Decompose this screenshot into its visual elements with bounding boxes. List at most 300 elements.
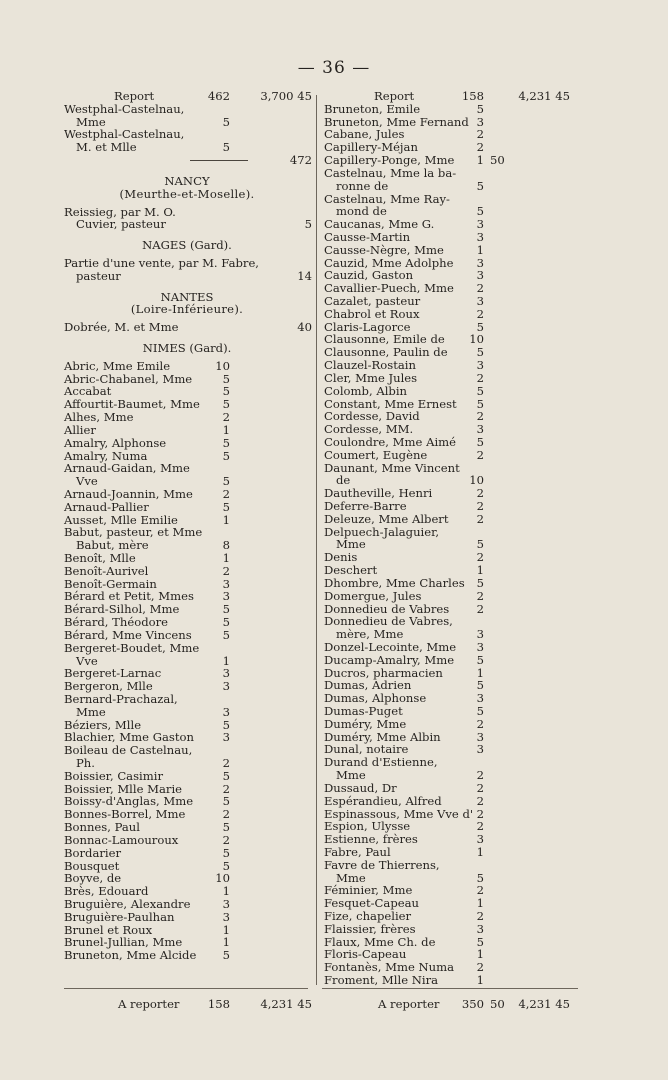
amount: 5 (476, 704, 484, 718)
amount: 3 (476, 729, 484, 744)
amount: 5 (222, 448, 230, 463)
donor-name: Bérard, Mme Vincens (64, 627, 192, 642)
right-column (320, 90, 582, 987)
subtotal-rule (190, 160, 248, 161)
donor-name: Vve (76, 653, 98, 668)
donor-row (320, 538, 582, 551)
donor-row (320, 180, 582, 193)
amount: 3 (476, 217, 484, 232)
donor-name: Westphal-Castelnau, (64, 101, 185, 116)
donor-name: Bordarier (64, 845, 122, 860)
donor-name: Cabane, Jules (324, 127, 405, 142)
donor-name: Brunel et Roux (64, 922, 153, 937)
donor-row (60, 821, 314, 834)
donor-name: Capillery-Méjan (324, 140, 418, 155)
amount: 5 (222, 140, 230, 155)
donor-row (320, 974, 582, 987)
donor-row (60, 321, 314, 334)
amount: 3 (222, 896, 230, 911)
donor-row (60, 898, 314, 911)
amount: 3 (222, 679, 230, 694)
donor-row (320, 103, 582, 116)
amount: 2 (476, 601, 484, 616)
amount: 1 (476, 973, 484, 988)
donor-name: Coumert, Eugène (324, 447, 428, 462)
donor-name: Arnaud-Gaidan, Mme (64, 461, 190, 476)
amount: 1 (222, 422, 230, 437)
donor-row (320, 782, 582, 795)
donor-name: Estienne, frères (324, 832, 418, 847)
amount: 1 (222, 922, 230, 937)
amount: 3 (476, 422, 484, 437)
donor-row (60, 103, 314, 116)
donor-name: Dumas-Puget (324, 704, 403, 718)
donor-name: Abric-Chabanel, Mme (64, 371, 193, 386)
amount: 3 (222, 909, 230, 924)
amount: 5 (222, 845, 230, 860)
donor-name: Fontanès, Mme Numa (324, 960, 455, 975)
carry-total: 4,231 45 (518, 997, 570, 1011)
donor-name: pasteur (76, 268, 121, 283)
amount: 5 (222, 717, 230, 732)
donor-name: Flaissier, frères (324, 921, 416, 936)
amount: 5 (222, 602, 230, 617)
donor-name: Bergeret-Larnac (64, 666, 162, 681)
amount: 5 (476, 575, 484, 590)
amount: 1 (222, 884, 230, 899)
donor-name: Boileau de Castelnau, (64, 743, 193, 758)
donor-name: Report (374, 89, 415, 103)
donor-name: Cauzid, Mme Adolphe (324, 255, 454, 270)
donor-row (320, 577, 582, 590)
amount: 3 (222, 704, 230, 719)
running-total: 5 (304, 217, 312, 232)
donor-name: Babut, mère (76, 538, 149, 553)
amount: 5 (476, 934, 484, 949)
amount: 3 (476, 358, 484, 373)
donor-name: Clausonne, Paulin de (324, 345, 448, 360)
section-title: (Loire-Inférieure). (130, 302, 244, 317)
donor-name: Blachier, Mme Gaston (64, 730, 194, 745)
donor-name: Bruguière-Paulhan (64, 909, 175, 924)
amount: 1 (476, 153, 484, 168)
amount: 1 (222, 551, 230, 565)
amount: 3 (476, 691, 484, 706)
section-title: NANTES (160, 289, 214, 304)
donor-row (60, 552, 314, 565)
donor-name: Bruneton, Mme Fernand (324, 114, 469, 129)
donor-name: Cavallier-Puech, Mme (324, 281, 454, 296)
amount: 2 (476, 281, 484, 296)
donor-name: Bousquet (64, 858, 120, 873)
carry-cents: 50 (490, 997, 505, 1011)
donor-row (320, 231, 582, 244)
donor-row (320, 590, 582, 603)
amount: 5 (476, 537, 484, 552)
donor-name: Donnedieu de Vabres (324, 601, 450, 616)
donor-name: Dhombre, Mme Charles (324, 575, 465, 590)
donor-row (60, 834, 314, 847)
donor-name: Cler, Mme Jules (324, 370, 418, 385)
donor-name: Boyve, de (64, 871, 122, 886)
section-heading (60, 188, 314, 201)
section-title: NAGES (Gard). (142, 238, 232, 253)
donor-name: Fabre, Paul (324, 844, 391, 859)
amount: 2 (476, 960, 484, 975)
amount: 2 (476, 447, 484, 462)
amount: 2 (222, 486, 230, 501)
amount: 5 (222, 858, 230, 873)
donor-row (60, 360, 314, 373)
footer-carry-forward-left (60, 994, 314, 1014)
donor-row (60, 462, 314, 475)
donor-row (60, 949, 314, 962)
amount: 3 (476, 639, 484, 654)
donor-name: Coulondre, Mme Aimé (324, 434, 457, 449)
donor-row (320, 910, 582, 923)
footer-rule-left (64, 988, 308, 989)
donor-name: Mme (336, 537, 366, 552)
donor-name: Dumas, Alphonse (324, 691, 427, 706)
amount: 5 (222, 768, 230, 783)
donor-name: Delpuech-Jalaguier, (324, 524, 440, 539)
amount: 2 (476, 909, 484, 923)
donor-row (320, 308, 582, 321)
amount: 5 (476, 396, 484, 411)
amount: 5 (476, 319, 484, 334)
donor-name: Fize, chapelier (324, 909, 412, 923)
donor-row (320, 795, 582, 808)
donor-name: Amalry, Numa (64, 448, 148, 463)
donor-row (320, 641, 582, 654)
amount: 3 (476, 921, 484, 936)
running-total: 3,700 45 (260, 89, 312, 103)
donor-name: Benoît-Aurivel (64, 563, 149, 578)
running-total: 472 (289, 153, 312, 168)
donor-row (320, 718, 582, 731)
donor-row (60, 270, 314, 283)
donor-row (320, 436, 582, 449)
donor-name: Affourtit-Baumet, Mme (64, 397, 200, 412)
donor-name: Dumas, Adrien (324, 678, 412, 693)
donor-row (320, 705, 582, 718)
carry-amount: 350 (461, 997, 484, 1011)
column-divider (316, 95, 317, 985)
donor-name: Floris-Capeau (324, 947, 407, 962)
section-title: NANCY (164, 173, 210, 188)
donor-name: Boissier, Casimir (64, 768, 163, 783)
donor-name: Brunel-Jullian, Mme (64, 935, 183, 950)
amount: 2 (476, 819, 484, 834)
amount: 2 (476, 588, 484, 603)
donor-row (320, 923, 582, 936)
donor-name: Arnaud-Joannin, Mme (64, 486, 193, 501)
section-heading (60, 175, 314, 188)
donor-name: Brès, Edouard (64, 884, 149, 899)
donor-name: Daunant, Mme Vincent (324, 460, 460, 475)
donor-name: Espion, Ulysse (324, 819, 411, 834)
donor-name: Deschert (324, 563, 378, 578)
amount: 2 (476, 550, 484, 565)
donor-row (320, 500, 582, 513)
donor-name: Espérandieu, Alfred (324, 793, 442, 808)
donor-name: Deleuze, Mme Albert (324, 511, 449, 526)
donor-name: Féminier, Mme (324, 883, 413, 898)
running-total: 4,231 45 (518, 89, 570, 103)
amount: 5 (222, 114, 230, 129)
amount: 2 (476, 127, 484, 142)
donor-name: M. et Mlle (76, 140, 137, 155)
section-heading (60, 303, 314, 316)
donor-name: Béziers, Mlle (64, 717, 142, 732)
report-row (60, 90, 314, 103)
donor-name: Caucanas, Mme G. (324, 217, 435, 232)
amount: 2 (222, 410, 230, 425)
donor-name: Clausonne, Emile de (324, 332, 445, 347)
donor-row (60, 437, 314, 450)
donor-name: Dussaud, Dr (324, 780, 397, 795)
amount: 2 (476, 140, 484, 155)
amount: 3 (476, 114, 484, 129)
amount: 2 (222, 756, 230, 770)
donor-name: Cauzid, Gaston (324, 268, 414, 283)
amount: 2 (476, 409, 484, 424)
donor-name: Boissy-d'Anglas, Mme (64, 794, 194, 809)
donor-row (60, 257, 314, 270)
amount: 2 (222, 563, 230, 578)
donor-row (60, 488, 314, 501)
amount: 5 (222, 371, 230, 386)
donor-name: Mme (336, 768, 366, 783)
donor-name: Bruneton, Mme Alcide (64, 948, 197, 963)
amount: 10 (215, 871, 230, 886)
donor-name: Espinassous, Mme Vve d' (324, 806, 474, 821)
donor-name: Constant, Mme Ernest (324, 396, 457, 411)
donor-name: Fesquet-Capeau (324, 896, 419, 911)
running-total: 40 (297, 320, 312, 335)
donor-row (60, 847, 314, 860)
donor-name: Bergeret-Boudet, Mme (64, 640, 200, 655)
amount: 5 (476, 870, 484, 885)
report-row (320, 90, 582, 103)
donor-name: Bruguière, Alexandre (64, 896, 191, 911)
amount: 5 (222, 820, 230, 835)
donor-name: ronne de (336, 178, 389, 193)
donor-row (320, 846, 582, 859)
amount: 5 (222, 615, 230, 630)
donor-row (60, 501, 314, 514)
amount: 5 (476, 434, 484, 449)
donor-name: Bérard-Silhol, Mme (64, 602, 180, 617)
donor-name: Favre de Thierrens, (324, 857, 440, 872)
amount: 2 (476, 486, 484, 501)
donor-name: mère, Mme (336, 627, 404, 642)
donor-name: Bonnes, Paul (64, 820, 140, 835)
donor-name: Chabrol et Roux (324, 306, 420, 321)
amount: 8 (222, 538, 230, 553)
amount: 1 (222, 653, 230, 668)
amount: 5 (222, 397, 230, 412)
donor-name: Benoît, Mlle (64, 551, 136, 565)
amount: 1 (222, 935, 230, 950)
amount: 2 (476, 306, 484, 321)
donor-name: Ducamp-Amalry, Mme (324, 652, 455, 667)
donor-name: Ausset, Mlle Emilie (64, 512, 178, 527)
amount: 3 (476, 294, 484, 308)
donor-name: Dobrée, M. et Mme (64, 320, 179, 335)
donor-row (60, 744, 314, 757)
donor-name: Castelnau, Mme la ba- (324, 165, 457, 180)
amount: 1 (476, 844, 484, 859)
amount: 5 (222, 499, 230, 514)
donor-name: Froment, Mlle Nira (324, 973, 439, 988)
amount: 1 (476, 563, 484, 578)
donor-row (320, 564, 582, 577)
donor-row (60, 616, 314, 629)
donor-name: Bruneton, Emile (324, 101, 421, 116)
amount: 3 (476, 832, 484, 847)
donor-row (60, 629, 314, 642)
amount: 3 (222, 589, 230, 604)
donor-row (320, 154, 582, 167)
donor-name: Claris-Lagorce (324, 319, 411, 334)
amount: 3 (222, 576, 230, 591)
carry-total: 4,231 45 (260, 997, 312, 1011)
donor-name: Mme (336, 870, 366, 885)
donor-name: Cordesse, David (324, 409, 420, 424)
donor-name: Clauzel-Rostain (324, 358, 416, 373)
section-heading (60, 342, 314, 355)
donor-name: Bergeron, Mlle (64, 679, 153, 694)
donor-row (320, 167, 582, 180)
carry-label: A reporter (378, 997, 440, 1011)
amount: 3 (476, 742, 484, 757)
donor-row (320, 244, 582, 257)
section-title: (Meurthe-et-Moselle). (119, 186, 255, 201)
amount: 2 (476, 883, 484, 898)
donor-row (320, 372, 582, 385)
donor-row (60, 693, 314, 706)
donor-row (320, 295, 582, 308)
donor-name: Cuvier, pasteur (76, 217, 166, 232)
amount: 5 (476, 652, 484, 667)
amount-cents: 50 (490, 153, 505, 168)
donor-name: Bonnes-Borrel, Mme (64, 807, 186, 822)
donor-row (320, 385, 582, 398)
amount: 3 (476, 255, 484, 270)
donor-name: Bérard et Petit, Mmes (64, 589, 194, 604)
donor-name: de (336, 473, 351, 488)
donor-name: Babut, pasteur, et Mme (64, 525, 203, 540)
amount: 2 (476, 511, 484, 526)
donor-row (60, 424, 314, 437)
amount: 10 (215, 358, 230, 373)
donor-name: Arnaud-Pallier (64, 499, 149, 514)
amount: 1 (222, 512, 230, 527)
donor-name: Deferre-Barre (324, 499, 407, 513)
donor-name: Abric, Mme Emile (64, 358, 171, 373)
donor-name: Capillery-Ponge, Mme (324, 153, 455, 168)
amount: 3 (476, 229, 484, 244)
donor-name: Castelnau, Mme Ray- (324, 191, 450, 206)
donor-name: Benoît-Germain (64, 576, 157, 591)
carry-label: A reporter (118, 997, 180, 1011)
donor-name: Cazalet, pasteur (324, 294, 421, 308)
donor-name: Domergue, Jules (324, 588, 422, 603)
donor-row (320, 462, 582, 475)
amount: 2 (476, 768, 484, 783)
amount: 2 (476, 370, 484, 385)
donor-row (60, 706, 314, 719)
donor-name: Amalry, Alphonse (64, 435, 167, 450)
amount: 5 (222, 627, 230, 642)
donor-row (60, 770, 314, 783)
donor-name: Dunal, notaire (324, 742, 409, 757)
donor-name: Duméry, Mme (324, 716, 407, 731)
donor-name: Vve (76, 474, 98, 489)
donor-name: Mme (76, 114, 106, 129)
donor-name: Dautheville, Henri (324, 486, 433, 501)
amount: 5 (476, 345, 484, 360)
donor-name: Ph. (76, 756, 95, 770)
donor-name: Boissier, Mlle Marie (64, 781, 183, 796)
carry-amount: 158 (207, 997, 230, 1011)
amount: 5 (476, 178, 484, 193)
donor-row (320, 449, 582, 462)
donor-name: Report (114, 89, 155, 103)
amount: 5 (476, 101, 484, 116)
donor-row (60, 141, 314, 154)
amount: 10 (469, 332, 484, 347)
donor-name: Cordesse, MM. (324, 422, 414, 437)
amount: 5 (476, 383, 484, 398)
donor-name: Accabat (64, 384, 112, 399)
footer-rule-right (322, 988, 578, 989)
donor-name: Denis (324, 550, 358, 565)
amount: 5 (222, 384, 230, 399)
donor-name: Alhes, Mme (64, 410, 134, 425)
amount: 2 (476, 793, 484, 808)
amount: 5 (222, 435, 230, 450)
amount: 2 (222, 781, 230, 796)
donor-row (60, 411, 314, 424)
amount: 5 (476, 678, 484, 693)
donor-row (320, 654, 582, 667)
donor-name: Partie d'une vente, par M. Fabre, (64, 255, 259, 270)
subtotal-row (60, 154, 314, 167)
donor-name: Donnedieu de Vabres, (324, 614, 453, 629)
amount: 5 (222, 474, 230, 489)
section-heading (60, 239, 314, 252)
donor-row (320, 359, 582, 372)
amount: 462 (207, 89, 230, 103)
page-number: — 36 — (297, 58, 371, 78)
amount: 2 (476, 780, 484, 795)
donor-name: mond de (336, 204, 387, 219)
amount: 158 (461, 89, 484, 103)
donor-name: Colomb, Albin (324, 383, 408, 398)
donor-row (320, 859, 582, 872)
running-total: 14 (297, 268, 312, 283)
donor-row (60, 757, 314, 770)
amount: 3 (476, 627, 484, 642)
donor-name: Bérard, Théodore (64, 615, 169, 630)
amount: 5 (476, 204, 484, 219)
donor-name: Causse-Nègre, Mme (324, 242, 444, 257)
donor-name: Flaux, Mme Ch. de (324, 934, 436, 949)
amount: 5 (222, 794, 230, 809)
amount: 1 (476, 665, 484, 680)
